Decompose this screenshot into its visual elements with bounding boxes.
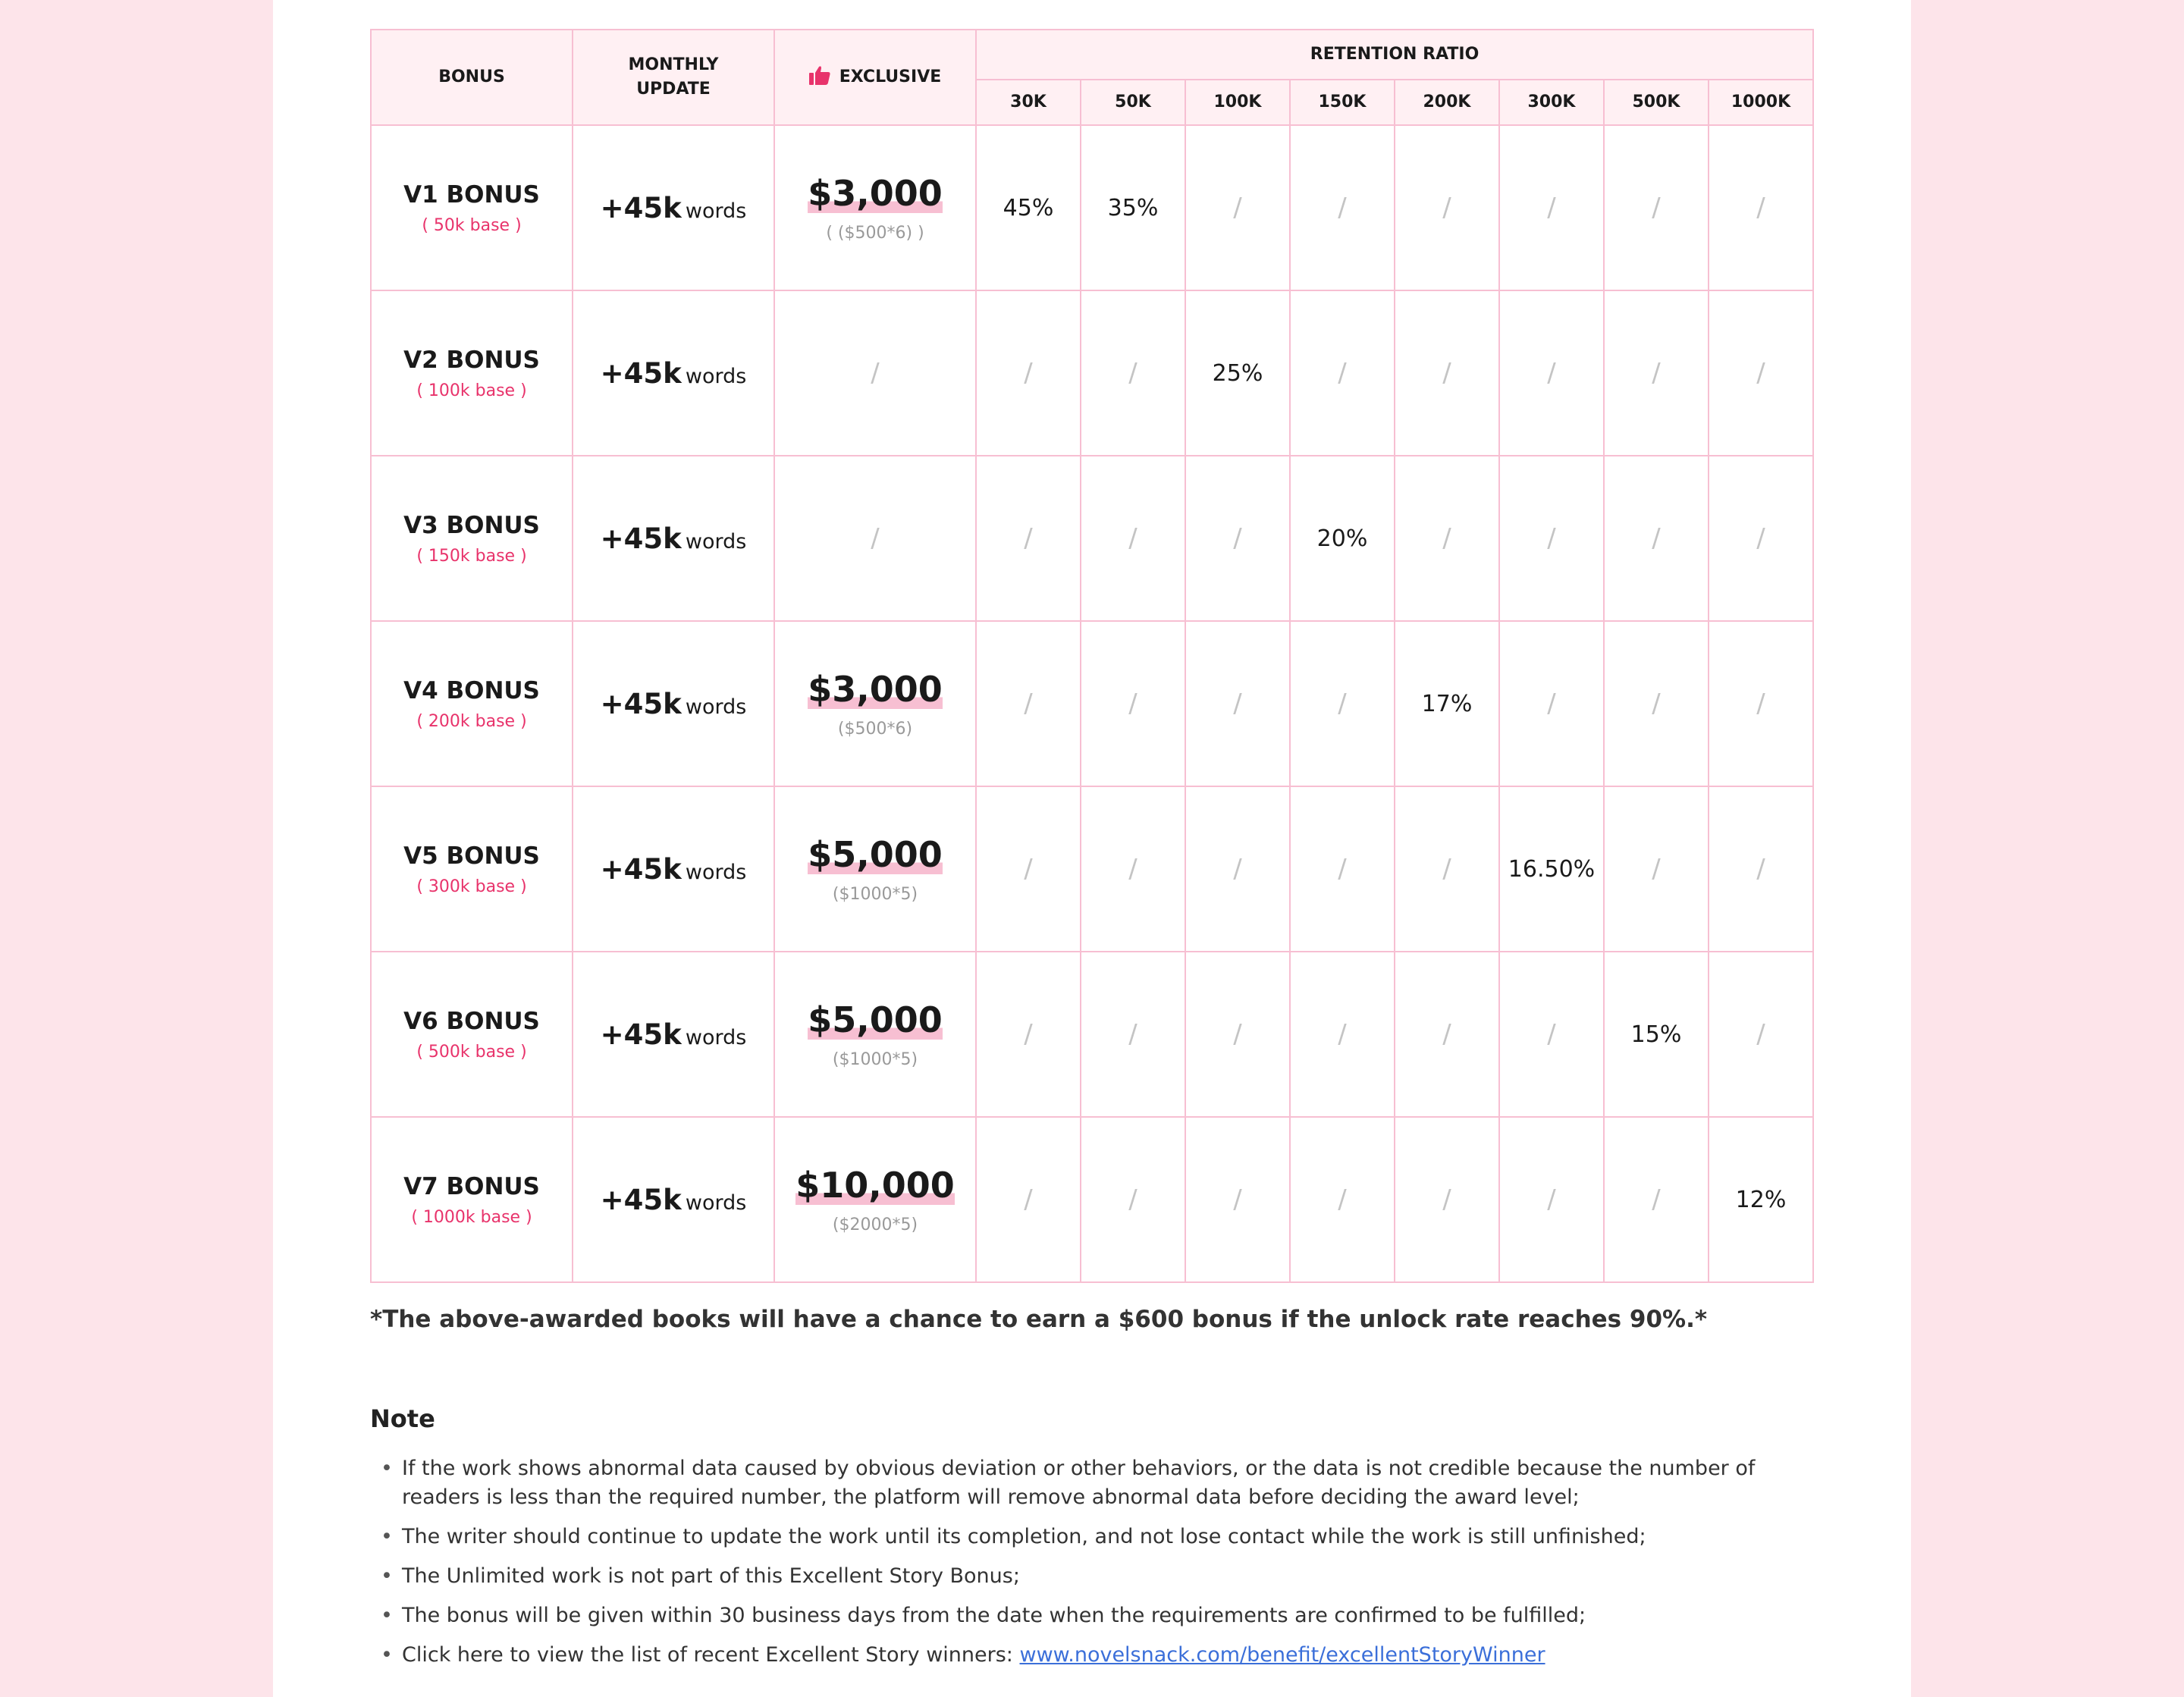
bonus-level-name: V4 BONUS: [403, 676, 540, 704]
retention-value: 45%: [1003, 194, 1054, 221]
retention-cell: [1395, 456, 1499, 621]
update-unit: words: [685, 860, 747, 884]
table-row: [371, 786, 1813, 952]
retention-value: /: [1756, 523, 1765, 554]
bonus-level-cell: [371, 290, 573, 456]
bonus-level-name: V7 BONUS: [403, 1172, 540, 1200]
retention-cell: [1709, 621, 1813, 786]
header-retention-200k: 200K: [1395, 80, 1499, 125]
table-row: [371, 621, 1813, 786]
retention-cell: [1290, 621, 1395, 786]
update-amount: +45k: [600, 687, 682, 720]
retention-value: 35%: [1107, 194, 1159, 221]
retention-value: /: [1024, 1184, 1033, 1215]
bonus-level-name: V2 BONUS: [403, 346, 540, 374]
update-amount: +45k: [600, 1183, 682, 1216]
header-bonus: BONUS: [371, 30, 573, 125]
update-unit: words: [685, 1190, 747, 1215]
bonus-base: ( 150k base ): [416, 546, 527, 566]
header-monthly-update-label: MONTHLY UPDATE: [628, 55, 719, 99]
exclusive-cell: [774, 621, 976, 786]
retention-cell: [1499, 621, 1604, 786]
retention-cell: [1709, 290, 1813, 456]
retention-cell: [1709, 786, 1813, 952]
update-amount: +45k: [600, 1018, 682, 1051]
retention-value: /: [1024, 1019, 1033, 1049]
retention-cell: [1081, 125, 1185, 290]
table-row: [371, 1117, 1813, 1282]
winners-link[interactable]: www.novelsnack.com/benefit/excellentStoryWinner: [1019, 1643, 1545, 1667]
retention-cell: [1395, 621, 1499, 786]
exclusive-cell: [774, 290, 976, 456]
retention-cell: [1499, 290, 1604, 456]
retention-value: /: [1338, 1019, 1347, 1049]
retention-value: /: [1756, 1019, 1765, 1049]
retention-value: /: [1128, 1019, 1138, 1049]
retention-cell: [976, 621, 1081, 786]
bonus-level-cell: [371, 952, 573, 1117]
retention-value: /: [1233, 523, 1242, 554]
footnote: *The above-awarded books will have a chance to earn a $600 bonus if the unlock rate reaches 90%.*: [370, 1306, 1708, 1333]
retention-cell: [1395, 125, 1499, 290]
retention-value: 16.50%: [1508, 855, 1596, 883]
retention-cell: [1499, 125, 1604, 290]
header-retention-50k: 50K: [1081, 80, 1185, 125]
monthly-update-cell: [573, 621, 774, 786]
retention-value: 12%: [1735, 1186, 1787, 1213]
bonus-level-cell: [371, 1117, 573, 1282]
bonus-base: ( 200k base ): [416, 711, 527, 731]
update-unit: words: [685, 1025, 747, 1049]
header-exclusive-label: EXCLUSIVE: [839, 67, 942, 86]
retention-cell: [1499, 456, 1604, 621]
note-winners-text: Click here to view the list of recent Excellent Story winners:: [402, 1643, 1020, 1667]
bonus-base: ( 50k base ): [422, 215, 522, 235]
retention-value: /: [1652, 689, 1661, 719]
update-amount: +45k: [600, 356, 682, 390]
note-item: • The Unlimited work is not part of this Excellent Story Bonus;: [370, 1562, 1814, 1591]
retention-value: /: [1442, 358, 1451, 388]
retention-cell: [976, 290, 1081, 456]
retention-value: 20%: [1316, 525, 1368, 552]
exclusive-cell: [774, 125, 976, 290]
header-exclusive: [774, 30, 976, 125]
retention-value: /: [1442, 1019, 1451, 1049]
retention-cell: [1290, 952, 1395, 1117]
bonus-level-name: V6 BONUS: [403, 1007, 540, 1035]
monthly-update-cell: [573, 456, 774, 621]
retention-value: /: [1128, 523, 1138, 554]
update-unit: words: [685, 364, 747, 388]
retention-cell: [1290, 125, 1395, 290]
note-item: • The writer should continue to update the work until its completion, and not lose contact while the work is still unfinished;: [370, 1523, 1814, 1551]
retention-cell: [1290, 290, 1395, 456]
bonus-base: ( 1000k base ): [411, 1207, 532, 1227]
thumbs-up-icon: [809, 65, 830, 85]
exclusive-breakdown: ($2000*5): [832, 1215, 918, 1234]
notes-list: [370, 1454, 1814, 1680]
retention-value: /: [1233, 854, 1242, 884]
retention-value: /: [1756, 689, 1765, 719]
retention-value: /: [1756, 854, 1765, 884]
retention-value: /: [1233, 193, 1242, 223]
retention-value: /: [1652, 523, 1661, 554]
retention-cell: [976, 1117, 1081, 1282]
retention-value: /: [1756, 358, 1765, 388]
retention-cell: [976, 952, 1081, 1117]
retention-value: /: [1547, 523, 1556, 554]
retention-value: /: [1233, 689, 1242, 719]
retention-cell: [1499, 786, 1604, 952]
retention-cell: [1604, 456, 1709, 621]
exclusive-amount: $3,000: [808, 668, 943, 710]
header-retention-30k: 30K: [976, 80, 1081, 125]
retention-cell: [1185, 621, 1290, 786]
bonus-level-cell: [371, 786, 573, 952]
retention-value: /: [1024, 854, 1033, 884]
retention-value: /: [1442, 1184, 1451, 1215]
header-retention-1000k: 1000K: [1709, 80, 1813, 125]
retention-value: 17%: [1421, 690, 1473, 717]
bonus-table: [370, 29, 1814, 1283]
retention-value: /: [1128, 358, 1138, 388]
retention-value: /: [1024, 358, 1033, 388]
retention-value: /: [1338, 689, 1347, 719]
note-item-winners: [370, 1641, 1814, 1670]
retention-value: 15%: [1630, 1021, 1682, 1048]
bonus-level-name: V3 BONUS: [403, 511, 540, 539]
retention-value: 25%: [1212, 359, 1263, 387]
monthly-update-cell: [573, 290, 774, 456]
retention-cell: [1081, 290, 1185, 456]
exclusive-amount: $10,000: [795, 1164, 955, 1206]
retention-value: /: [1547, 1019, 1556, 1049]
header-retention-ratio: RETENTION RATIO: [976, 30, 1813, 80]
retention-cell: [1290, 456, 1395, 621]
retention-cell: [1499, 952, 1604, 1117]
retention-cell: [976, 456, 1081, 621]
table-row: [371, 456, 1813, 621]
retention-cell: [1709, 125, 1813, 290]
retention-cell: [1185, 786, 1290, 952]
retention-cell: [1081, 621, 1185, 786]
bonus-level-cell: [371, 456, 573, 621]
retention-value: /: [1128, 1184, 1138, 1215]
update-amount: +45k: [600, 852, 682, 886]
exclusive-empty: /: [871, 358, 880, 388]
retention-value: /: [1338, 1184, 1347, 1215]
update-unit: words: [685, 199, 747, 223]
table-row: [371, 125, 1813, 290]
retention-value: /: [1338, 193, 1347, 223]
monthly-update-cell: [573, 952, 774, 1117]
retention-value: /: [1547, 358, 1556, 388]
header-retention-100k: 100K: [1185, 80, 1290, 125]
retention-cell: [1604, 290, 1709, 456]
update-unit: words: [685, 529, 747, 554]
retention-cell: [1185, 290, 1290, 456]
retention-cell: [976, 125, 1081, 290]
exclusive-breakdown: ($500*6): [837, 719, 913, 739]
exclusive-empty: /: [871, 523, 880, 554]
bonus-base: ( 500k base ): [416, 1042, 527, 1062]
exclusive-amount: $3,000: [808, 172, 943, 214]
retention-value: /: [1652, 193, 1661, 223]
retention-value: /: [1024, 689, 1033, 719]
retention-cell: [1395, 1117, 1499, 1282]
update-amount: +45k: [600, 522, 682, 555]
exclusive-cell: [774, 456, 976, 621]
retention-value: /: [1547, 1184, 1556, 1215]
exclusive-breakdown: ( ($500*6) ): [826, 223, 924, 243]
retention-value: /: [1442, 193, 1451, 223]
retention-value: /: [1338, 358, 1347, 388]
retention-value: /: [1024, 523, 1033, 554]
exclusive-amount: $5,000: [808, 833, 943, 875]
retention-cell: [1604, 952, 1709, 1117]
note-item: • If the work shows abnormal data caused by obvious deviation or other behaviors, or the data is not credible because the number of readers is less than the required number, the platform will remove abnormal data before deciding the award level;: [370, 1454, 1814, 1512]
retention-value: /: [1128, 689, 1138, 719]
retention-cell: [1185, 952, 1290, 1117]
table-row: [371, 290, 1813, 456]
retention-cell: [1395, 952, 1499, 1117]
retention-value: /: [1233, 1019, 1242, 1049]
bonus-level-name: V1 BONUS: [403, 180, 540, 209]
retention-value: /: [1652, 854, 1661, 884]
bonus-base: ( 300k base ): [416, 877, 527, 896]
bonus-base: ( 100k base ): [416, 381, 527, 400]
exclusive-cell: [774, 786, 976, 952]
monthly-update-cell: [573, 1117, 774, 1282]
monthly-update-cell: [573, 786, 774, 952]
update-unit: words: [685, 695, 747, 719]
retention-value: /: [1652, 358, 1661, 388]
retention-cell: [1290, 786, 1395, 952]
retention-cell: [1081, 786, 1185, 952]
retention-cell: [1081, 1117, 1185, 1282]
retention-value: /: [1547, 689, 1556, 719]
bonus-level-cell: [371, 621, 573, 786]
retention-cell: [1395, 786, 1499, 952]
retention-cell: [1185, 125, 1290, 290]
update-amount: +45k: [600, 191, 682, 224]
note-title: Note: [370, 1404, 435, 1433]
monthly-update-cell: [573, 125, 774, 290]
header-monthly-update: [573, 30, 774, 125]
header-retention-150k: 150K: [1290, 80, 1395, 125]
exclusive-cell: [774, 952, 976, 1117]
bonus-level-cell: [371, 125, 573, 290]
retention-cell: [1709, 952, 1813, 1117]
retention-cell: [1604, 786, 1709, 952]
retention-value: /: [1652, 1184, 1661, 1215]
header-retention-300k: 300K: [1499, 80, 1604, 125]
retention-cell: [1604, 125, 1709, 290]
retention-cell: [976, 786, 1081, 952]
retention-cell: [1081, 952, 1185, 1117]
content-panel: [273, 0, 1911, 1697]
exclusive-cell: [774, 1117, 976, 1282]
bonus-level-name: V5 BONUS: [403, 842, 540, 870]
retention-cell: [1185, 456, 1290, 621]
retention-value: /: [1128, 854, 1138, 884]
retention-value: /: [1756, 193, 1765, 223]
note-item: • The bonus will be given within 30 business days from the date when the requirements are confirmed to be fulfilled;: [370, 1601, 1814, 1630]
exclusive-breakdown: ($1000*5): [832, 884, 918, 904]
retention-cell: [1185, 1117, 1290, 1282]
retention-value: /: [1338, 854, 1347, 884]
table-row: [371, 952, 1813, 1117]
exclusive-breakdown: ($1000*5): [832, 1049, 918, 1069]
retention-cell: [1604, 621, 1709, 786]
retention-cell: [1499, 1117, 1604, 1282]
retention-value: /: [1442, 854, 1451, 884]
retention-cell: [1709, 1117, 1813, 1282]
retention-value: /: [1233, 1184, 1242, 1215]
retention-value: /: [1547, 193, 1556, 223]
header-retention-500k: 500K: [1604, 80, 1709, 125]
retention-cell: [1081, 456, 1185, 621]
retention-value: /: [1442, 523, 1451, 554]
retention-cell: [1290, 1117, 1395, 1282]
retention-cell: [1604, 1117, 1709, 1282]
retention-cell: [1709, 456, 1813, 621]
exclusive-amount: $5,000: [808, 999, 943, 1040]
retention-cell: [1395, 290, 1499, 456]
